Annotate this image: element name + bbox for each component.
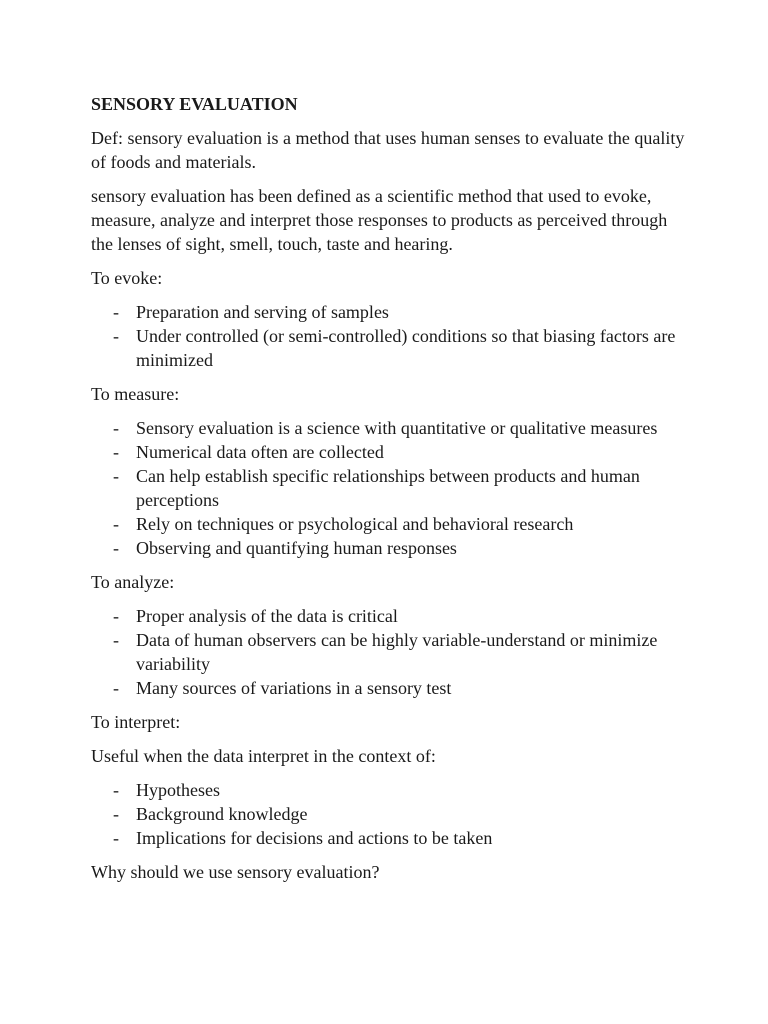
section-heading-measure: To measure: <box>91 384 180 404</box>
list-item <box>91 464 691 512</box>
list-item <box>91 416 691 440</box>
dash-bullet: - <box>113 630 119 650</box>
dash-bullet: - <box>113 804 119 824</box>
dash-bullet: - <box>113 302 119 322</box>
document-page <box>91 92 691 894</box>
dash-bullet: - <box>113 514 119 534</box>
interpret-intro: Useful when the data interpret in the context of: <box>91 746 436 766</box>
list-item-text: Implications for decisions and actions to be taken <box>136 828 493 848</box>
dash-bullet: - <box>113 538 119 558</box>
dash-bullet: - <box>113 606 119 626</box>
section-heading-evoke: To evoke: <box>91 268 163 288</box>
list-item <box>91 604 691 628</box>
list-item-text: Proper analysis of the data is critical <box>136 606 398 626</box>
dash-bullet: - <box>113 326 119 346</box>
list-item-text: Numerical data often are collected <box>136 442 384 462</box>
interpret-list <box>91 778 691 850</box>
list-item <box>91 628 691 676</box>
analyze-list <box>91 604 691 700</box>
dash-bullet: - <box>113 442 119 462</box>
list-item <box>91 512 691 536</box>
dash-bullet: - <box>113 418 119 438</box>
list-item-text: Many sources of variations in a sensory test <box>136 678 452 698</box>
description-paragraph: sensory evaluation has been defined as a scientific method that used to evoke, measure, analyze and interpret those responses to products as perceived through the lenses of sight, smell, touch, taste and hearing. <box>91 186 668 254</box>
list-item <box>91 802 691 826</box>
list-item <box>91 778 691 802</box>
list-item-text: Hypotheses <box>136 780 220 800</box>
measure-list <box>91 416 691 560</box>
list-item-text: Preparation and serving of samples <box>136 302 389 322</box>
definition-paragraph: Def: sensory evaluation is a method that uses human senses to evaluate the quality of foods and materials. <box>91 128 685 172</box>
section-heading-analyze: To analyze: <box>91 572 175 592</box>
list-item <box>91 324 691 372</box>
list-item-text: Background knowledge <box>136 804 308 824</box>
list-item <box>91 536 691 560</box>
list-item-text: Rely on techniques or psychological and behavioral research <box>136 514 574 534</box>
list-item-text: Data of human observers can be highly variable-understand or minimize variability <box>136 630 658 674</box>
list-item-text: Observing and quantifying human responses <box>136 538 457 558</box>
closing-question: Why should we use sensory evaluation? <box>91 862 380 882</box>
document-title: SENSORY EVALUATION <box>91 94 298 114</box>
dash-bullet: - <box>113 678 119 698</box>
dash-bullet: - <box>113 828 119 848</box>
list-item <box>91 676 691 700</box>
section-heading-interpret: To interpret: <box>91 712 181 732</box>
evoke-list <box>91 300 691 372</box>
list-item <box>91 300 691 324</box>
list-item <box>91 826 691 850</box>
list-item-text: Sensory evaluation is a science with quantitative or qualitative measures <box>136 418 658 438</box>
dash-bullet: - <box>113 780 119 800</box>
list-item-text: Under controlled (or semi-controlled) conditions so that biasing factors are minimized <box>136 326 676 370</box>
list-item-text: Can help establish specific relationships between products and human perceptions <box>136 466 640 510</box>
dash-bullet: - <box>113 466 119 486</box>
list-item <box>91 440 691 464</box>
